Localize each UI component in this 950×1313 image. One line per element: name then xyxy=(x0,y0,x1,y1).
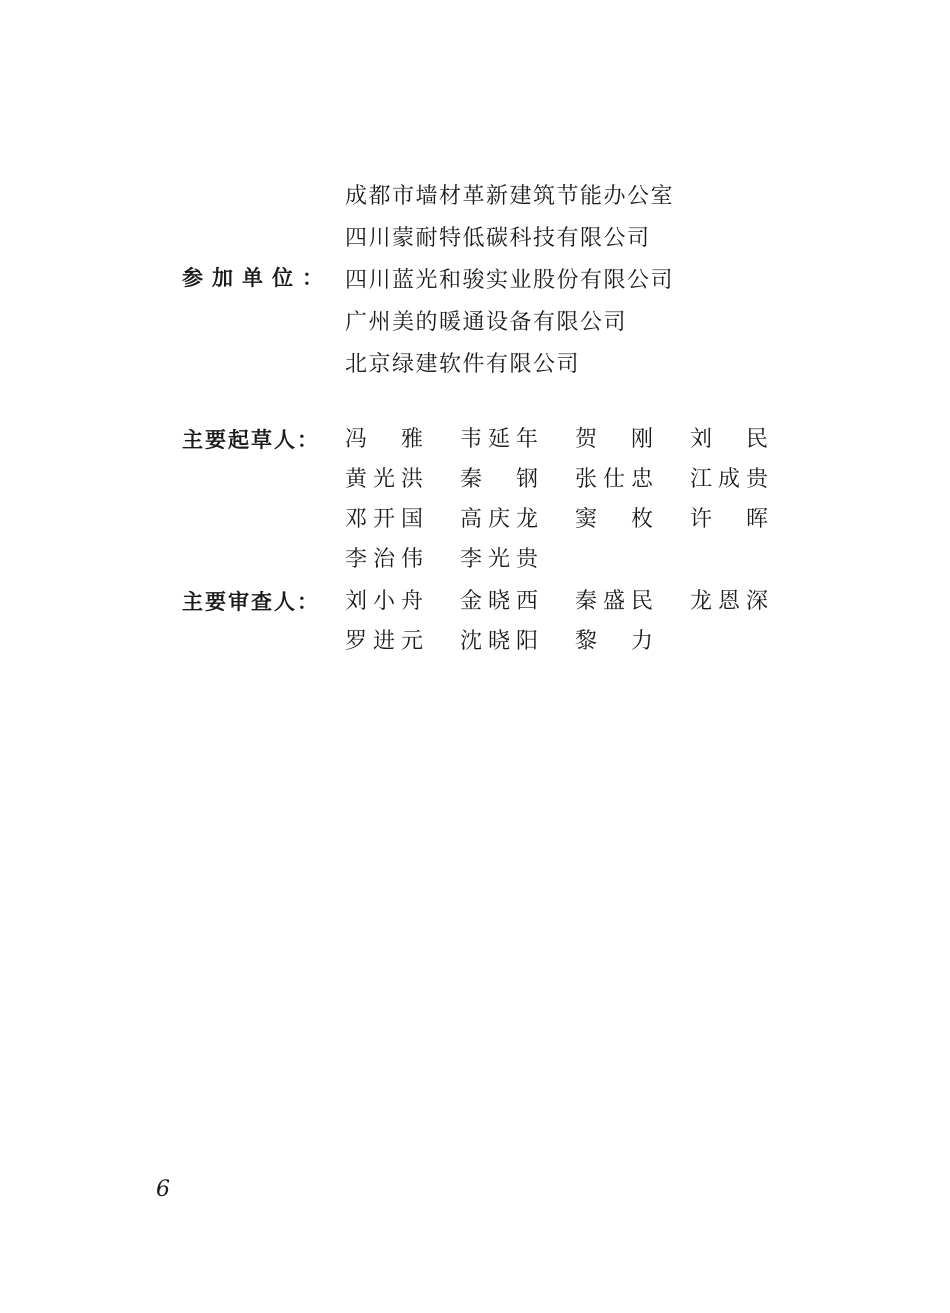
person-name: 刘 民 xyxy=(690,427,768,452)
person-name: 秦 钢 xyxy=(460,467,538,492)
organization-item: 四川蒙耐特低碳科技有限公司 xyxy=(345,226,651,251)
person-name: 沈 晓 阳 xyxy=(460,629,538,654)
organization-item: 北京绿建软件有限公司 xyxy=(345,352,581,377)
person-name: 李 光 贵 xyxy=(460,547,538,572)
organization-list xyxy=(345,176,674,386)
person-name: 龙 恩 深 xyxy=(690,589,768,614)
main-reviewers-label: 主要审查人： xyxy=(182,590,320,614)
person-name: 窦 枚 xyxy=(575,507,653,532)
participating-units-label: 参加单位： xyxy=(182,266,332,290)
organization-item: 四川蓝光和骏实业股份有限公司 xyxy=(345,268,675,293)
person-name: 金 晓 西 xyxy=(460,589,538,614)
person-name: 黎 力 xyxy=(575,629,653,654)
main-drafters-list xyxy=(345,420,768,580)
organization-item: 广州美的暖通设备有限公司 xyxy=(345,310,628,335)
person-name: 罗 进 元 xyxy=(345,629,423,654)
main-drafters-label: 主要起草人： xyxy=(182,428,320,452)
main-reviewers-list xyxy=(345,582,768,662)
person-name: 江 成 贵 xyxy=(690,467,768,492)
page-number: 6 xyxy=(156,1177,170,1202)
person-name: 邓 开 国 xyxy=(345,507,423,532)
person-name: 韦 延 年 xyxy=(460,427,538,452)
person-name: 高 庆 龙 xyxy=(460,507,538,532)
person-name: 李 治 伟 xyxy=(345,547,423,572)
person-name: 许 晖 xyxy=(690,507,768,532)
person-name: 冯 雅 xyxy=(345,427,423,452)
organization-item: 成都市墙材革新建筑节能办公室 xyxy=(345,184,675,209)
person-name: 贺 刚 xyxy=(575,427,653,452)
person-name: 张 仕 忠 xyxy=(575,467,653,492)
person-name: 刘 小 舟 xyxy=(345,589,423,614)
person-name: 黄 光 洪 xyxy=(345,467,423,492)
person-name: 秦 盛 民 xyxy=(575,589,653,614)
